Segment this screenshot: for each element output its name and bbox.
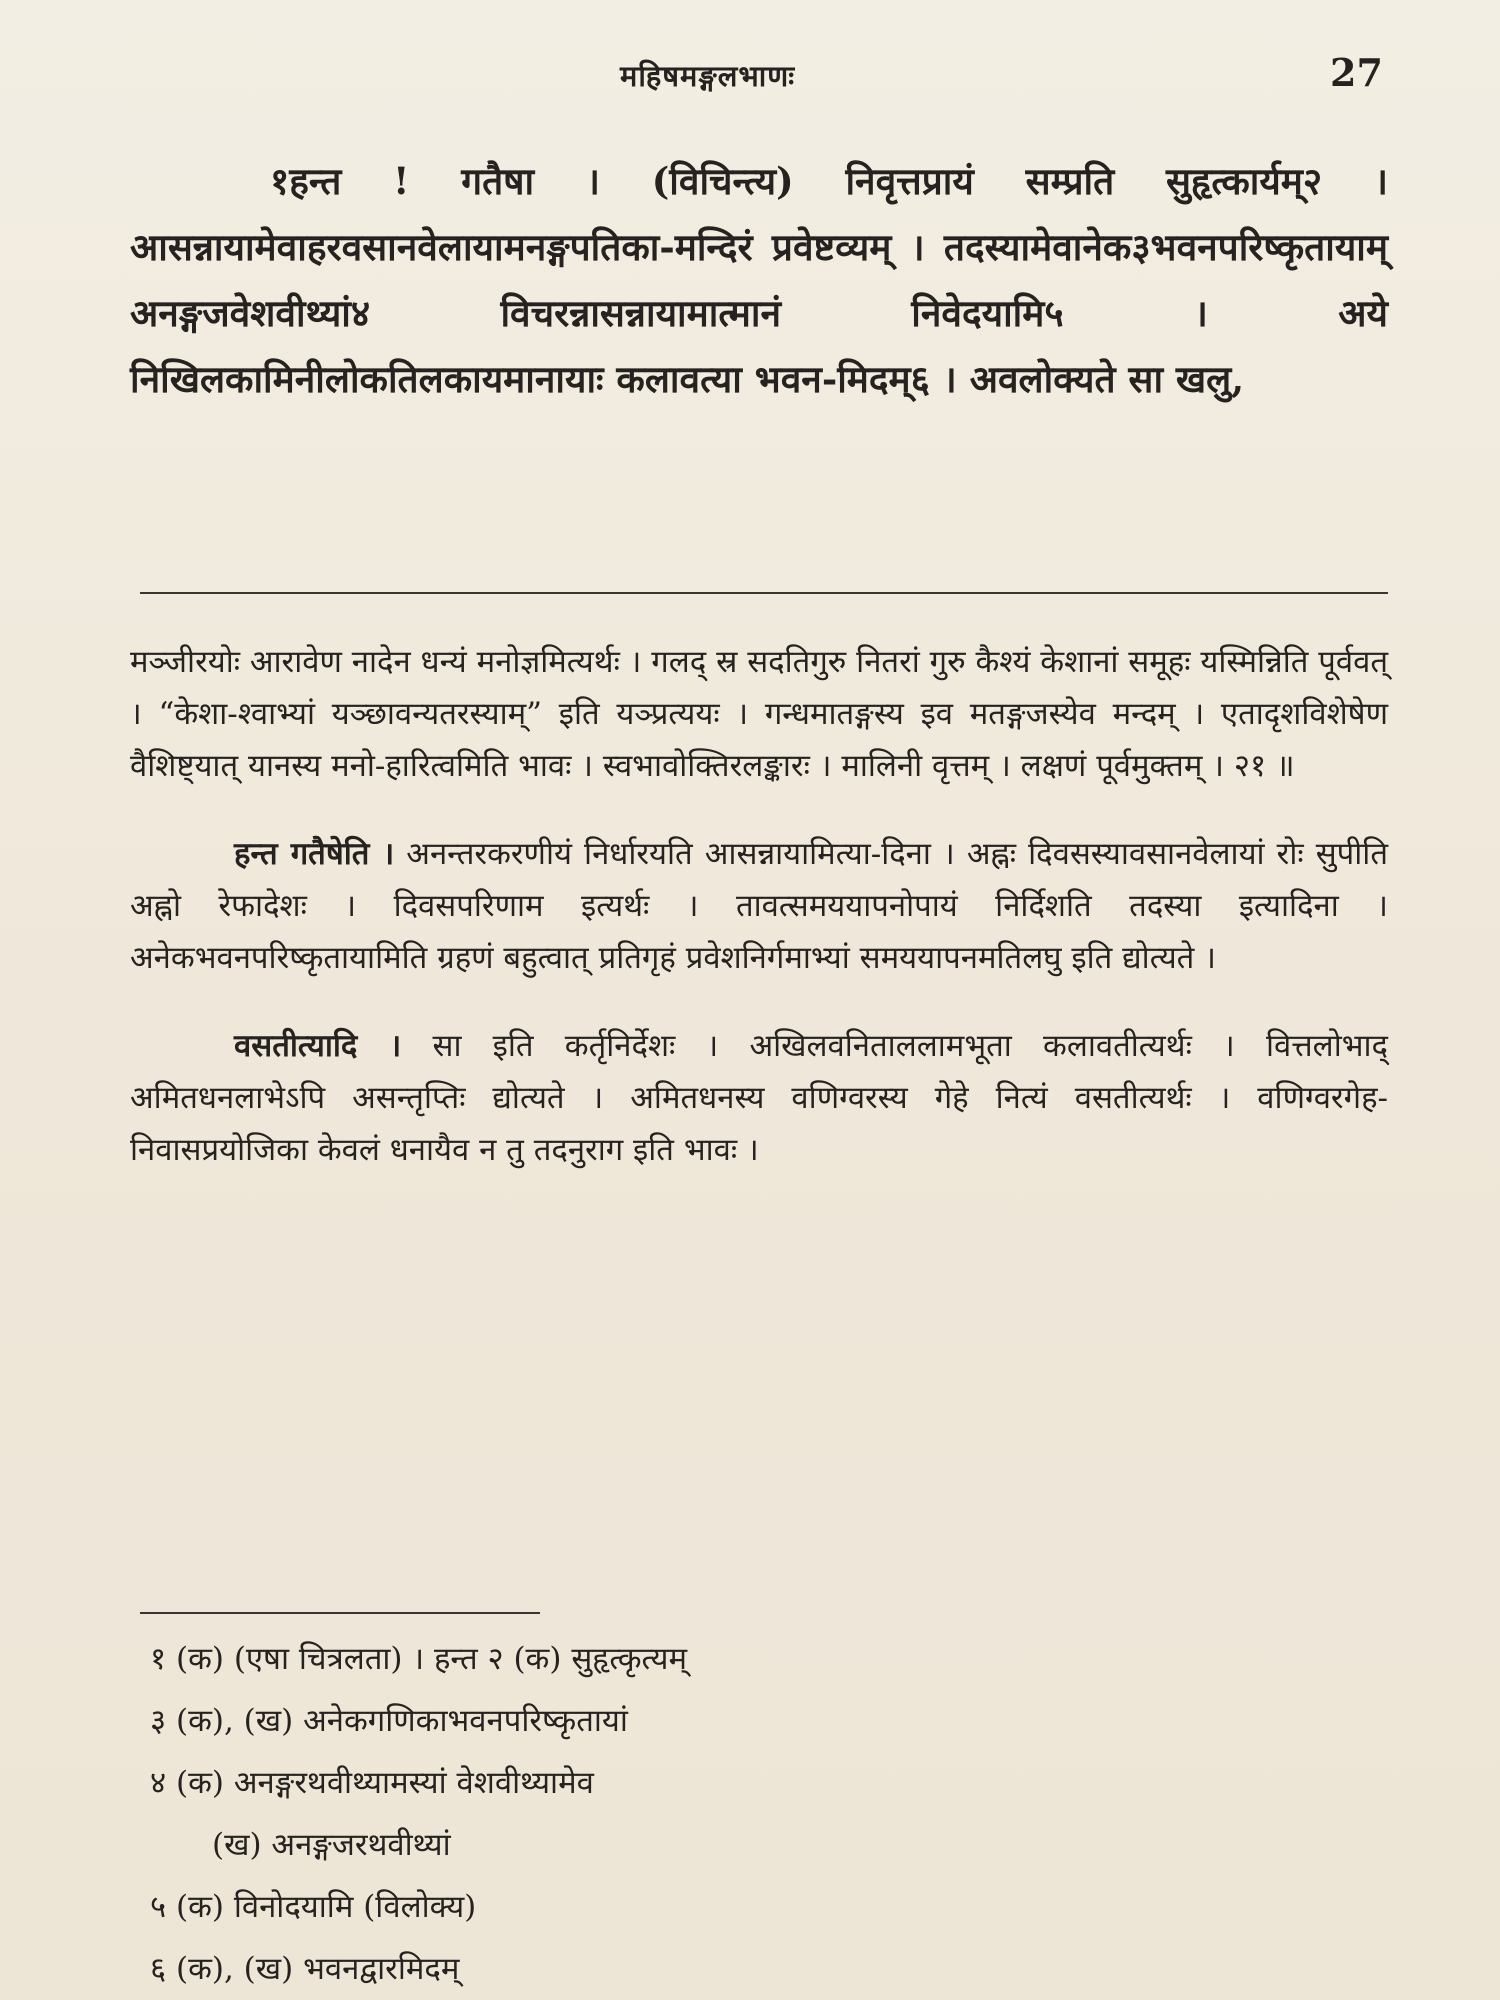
footnote-divider	[140, 1612, 540, 1614]
commentary-lemma: हन्त गतैषेति ।	[234, 836, 395, 872]
commentary-paragraph-1	[130, 636, 1388, 792]
footnote-line: ३ (क), (ख) अनेकगणिकाभवनपरिष्कृतायां	[150, 1703, 628, 1739]
footnote-line: १ (क) (एषा चित्रलता) । हन्त २ (क) सुहृत्कृत्यम्	[150, 1641, 688, 1677]
footnote-line: (ख) अनङ्गजरथवीथ्यां	[212, 1827, 451, 1863]
commentary-paragraph-2	[130, 828, 1388, 984]
main-text-paragraph: १हन्त ! गतैषा । (विचिन्त्य) निवृत्तप्रायं सम्प्रति सुहृत्कार्यम्२ । आसन्नायामेवाहरवसानवेलायामनङ्गपतिका-मन्दिरं प्रवेष्टव्यम् । तदस्यामेवानेक३भवनपरिष्कृतायाम् अनङ्गजवेशवीथ्यां४ विचरन्नासन्नायामात्मानं निवेदयामि५ । अये निखिलकामिनीलोकतिलकायमानायाः कलावत्या भवन-मिदम्६ । अवलोक्यते सा खलु,	[130, 159, 1388, 401]
footnote-line: ५ (क) विनोदयामि (विलोक्य)	[150, 1889, 477, 1925]
main-text-block	[130, 148, 1388, 412]
running-title: महिषमङ्गलभाणः	[620, 59, 796, 93]
footnote-line: ४ (क) अनङ्गरथवीथ्यामस्यां वेशवीथ्यामेव	[150, 1765, 594, 1801]
commentary-paragraph-3	[130, 1020, 1388, 1176]
footnotes-block	[150, 1628, 1350, 2000]
section-divider	[140, 592, 1388, 594]
commentary-text: मञ्जीरयोः आरावेण नादेन धन्यं मनोज्ञमित्यर्थः । गलद् स्र सदतिगुरु नितरां गुरु कैश्यं केशानां समूहः यस्मिन्निति पूर्ववत् । “केशा-श्वाभ्यां यञ्छावन्यतरस्याम्” इति यञ्प्रत्ययः । गन्धमातङ्गस्य इव मतङ्गजस्येव मन्दम् । एतादृशविशेषेण वैशिष्ट्यात् यानस्य मनो-हारित्वमिति भावः । स्वभावोक्तिरलङ्कारः । मालिनी वृत्तम् । लक्षणं पूर्वमुक्तम् । २१ ॥	[130, 644, 1388, 784]
page-number: 27	[1330, 50, 1383, 95]
commentary-block	[130, 636, 1388, 1212]
commentary-text: सा इति कर्तृनिर्देशः । अखिलवनिताललामभूता कलावतीत्यर्थः । वित्तलोभाद् अमितधनलाभेऽपि असन्तृप्तिः द्योत्यते । अमितधनस्य वणिग्वरस्य गेहे नित्यं वसतीत्यर्थः । वणिग्वरगेह-निवासप्रयोजिका केवलं धनायैव न तु तदनुराग इति भावः ।	[130, 1028, 1389, 1168]
commentary-text: अनन्तरकरणीयं निर्धारयति आसन्नायामित्या-दिना । अह्नः दिवसस्यावसानवेलायां रोः सुपीति अह्नो रेफादेशः । दिवसपरिणाम इत्यर्थः । तावत्समययापनोपायं निर्दिशति तदस्या इत्यादिना । अनेकभवनपरिष्कृतायामिति ग्रहणं बहुत्वात् प्रतिगृहं प्रवेशनिर्गमाभ्यां समययापनमतिलघु इति द्योत्यते ।	[130, 836, 1388, 976]
commentary-lemma: वसतीत्यादि ।	[234, 1028, 402, 1064]
page-header	[0, 50, 1500, 110]
footnote-line: ६ (क), (ख) भवनद्वारमिदम्	[150, 1951, 460, 1987]
